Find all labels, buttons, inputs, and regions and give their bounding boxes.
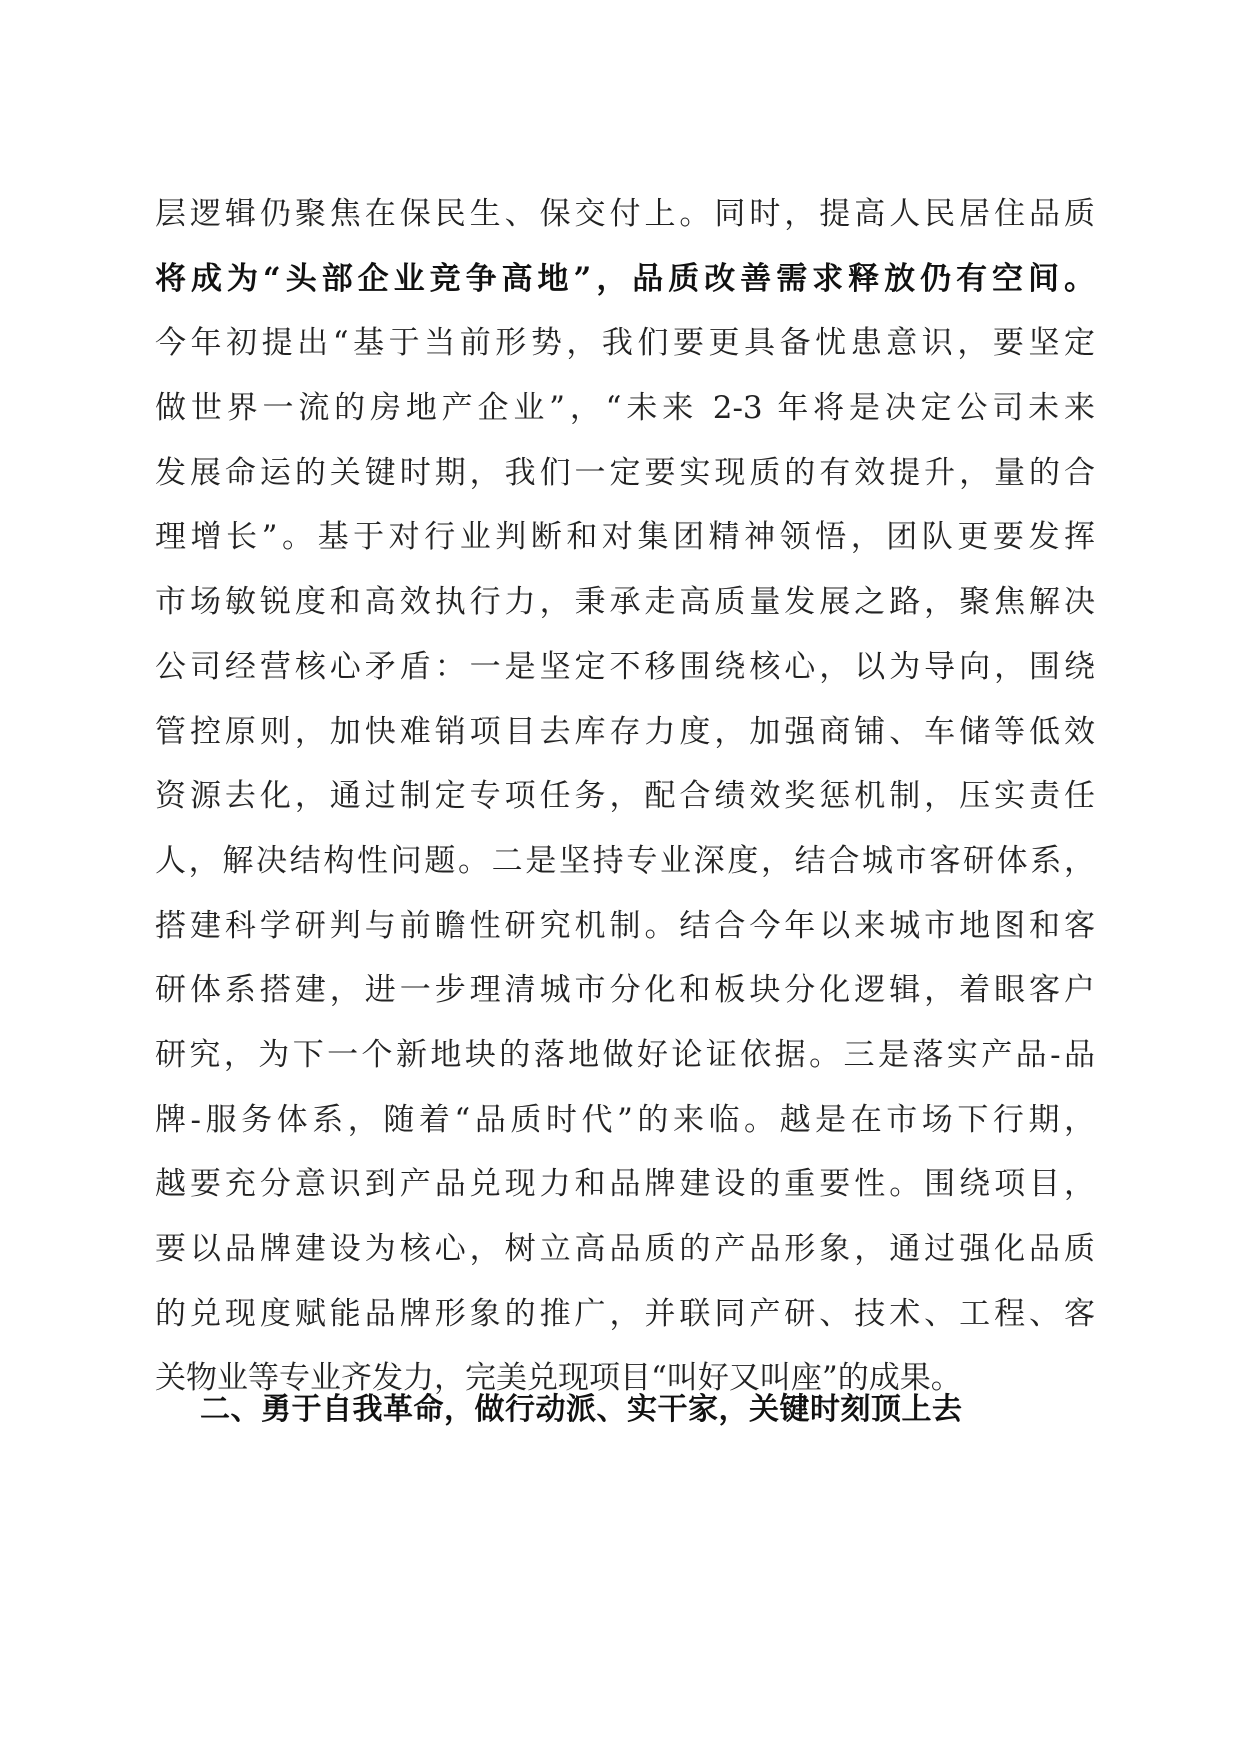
paragraph-line: 牌-服务体系，随着“品质时代”的来临。越是在市场下行期， [155,1101,1095,1138]
paragraph-line: 要以品牌建设为核心，树立高品质的产品形象，通过强化品质 [155,1231,1095,1267]
paragraph-line: 市场敏锐度和高效执行力，秉承走高质量发展之路，聚焦解决 [155,584,1095,621]
paragraph-line: 今年初提出“基于当前形势，我们要更具备忧患意识，要坚定 [155,325,1095,362]
paragraph-line: 的兑现度赋能品牌形象的推广，并联同产研、技术、工程、客 [155,1295,1095,1332]
paragraph-line: 层逻辑仍聚焦在保民生、保交付上。同时，提高人民居住品质 [155,196,1095,232]
paragraph-line: 做世界一流的房地产企业”，“未来 2-3 年将是决定公司未来 [155,390,1095,427]
paragraph-line: 关物业等专业齐发力，完美兑现项目“叫好又叫座”的成果。 [155,1360,962,1397]
paragraph-line: 研体系搭建，进一步理清城市分化和板块分化逻辑，着眼客户 [155,972,1095,1009]
paragraph-line: 将成为“头部企业竞争高地”，品质改善需求释放仍有空间。 [155,260,1095,297]
paragraph-line: 理增长”。基于对行业判断和对集团精神领悟，团队更要发挥 [155,519,1095,556]
paragraph-line: 研究，为下一个新地块的落地做好论证依据。三是落实产品-品 [155,1036,1095,1073]
paragraph-line: 搭建科学研判与前瞻性研究机制。结合今年以来城市地图和客 [155,907,1095,944]
paragraph-line: 人，解决结构性问题。二是坚持专业深度，结合城市客研体系， [155,842,1095,879]
body-paragraph [155,182,1095,1411]
section-heading: 二、勇于自我革命，做行动派、实干家，关键时刻顶上去 [200,1392,963,1427]
paragraph-line: 发展命运的关键时期，我们一定要实现质的有效提升，量的合 [155,454,1095,491]
paragraph-line: 资源去化，通过制定专项任务，配合绩效奖惩机制，压实责任 [155,778,1095,815]
paragraph-line: 公司经营核心矛盾：一是坚定不移围绕核心，以为导向，围绕 [155,648,1095,685]
paragraph-line: 管控原则，加快难销项目去库存力度，加强商铺、车储等低效 [155,713,1095,750]
paragraph-line: 越要充分意识到产品兑现力和品牌建设的重要性。围绕项目， [155,1166,1095,1203]
